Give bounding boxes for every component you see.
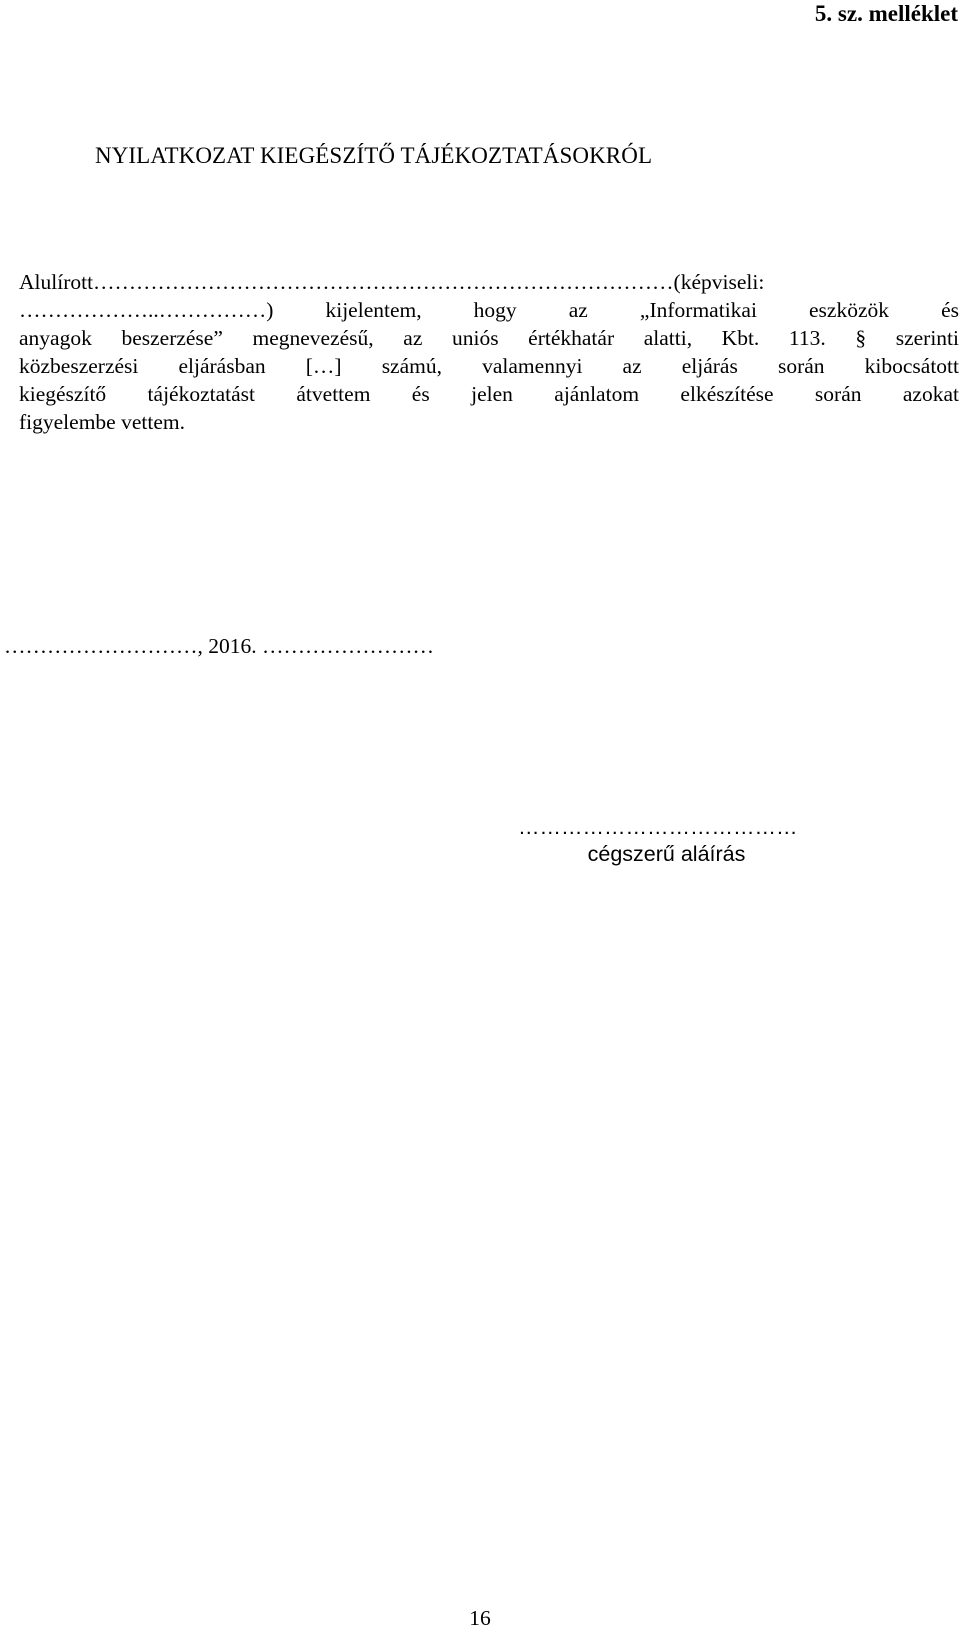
- body-line: ………………..……………) kijelentem, hogy az „Informatikai eszközök és: [19, 298, 959, 322]
- body-line: figyelembe vettem.: [19, 410, 185, 434]
- declaration-body: [19, 268, 959, 436]
- body-line: kiegészítő tájékoztatást átvettem és jelen ajánlatom elkészítése során azokat: [19, 382, 959, 406]
- signature-line: …………………………………: [518, 815, 798, 839]
- document-title: NYILATKOZAT KIEGÉSZÍTŐ TÁJÉKOZTATÁSOKRÓL: [95, 143, 653, 168]
- signature-block: [518, 814, 838, 868]
- annex-label: 5. sz. melléklet: [814, 1, 958, 26]
- page-number: 16: [469, 1606, 491, 1630]
- body-line: anyagok beszerzése” megnevezésű, az uniós értékhatár alatti, Kbt. 113. § szerinti: [19, 326, 959, 350]
- place-date-line: ………………………, 2016. ……………………: [4, 634, 434, 658]
- signature-caption: cégszerű aláírás: [587, 842, 746, 866]
- body-line: Alulírott………………………………………………………………………(képviseli:: [19, 270, 765, 294]
- body-line: közbeszerzési eljárásban […] számú, valamennyi az eljárás során kibocsátott: [19, 354, 959, 378]
